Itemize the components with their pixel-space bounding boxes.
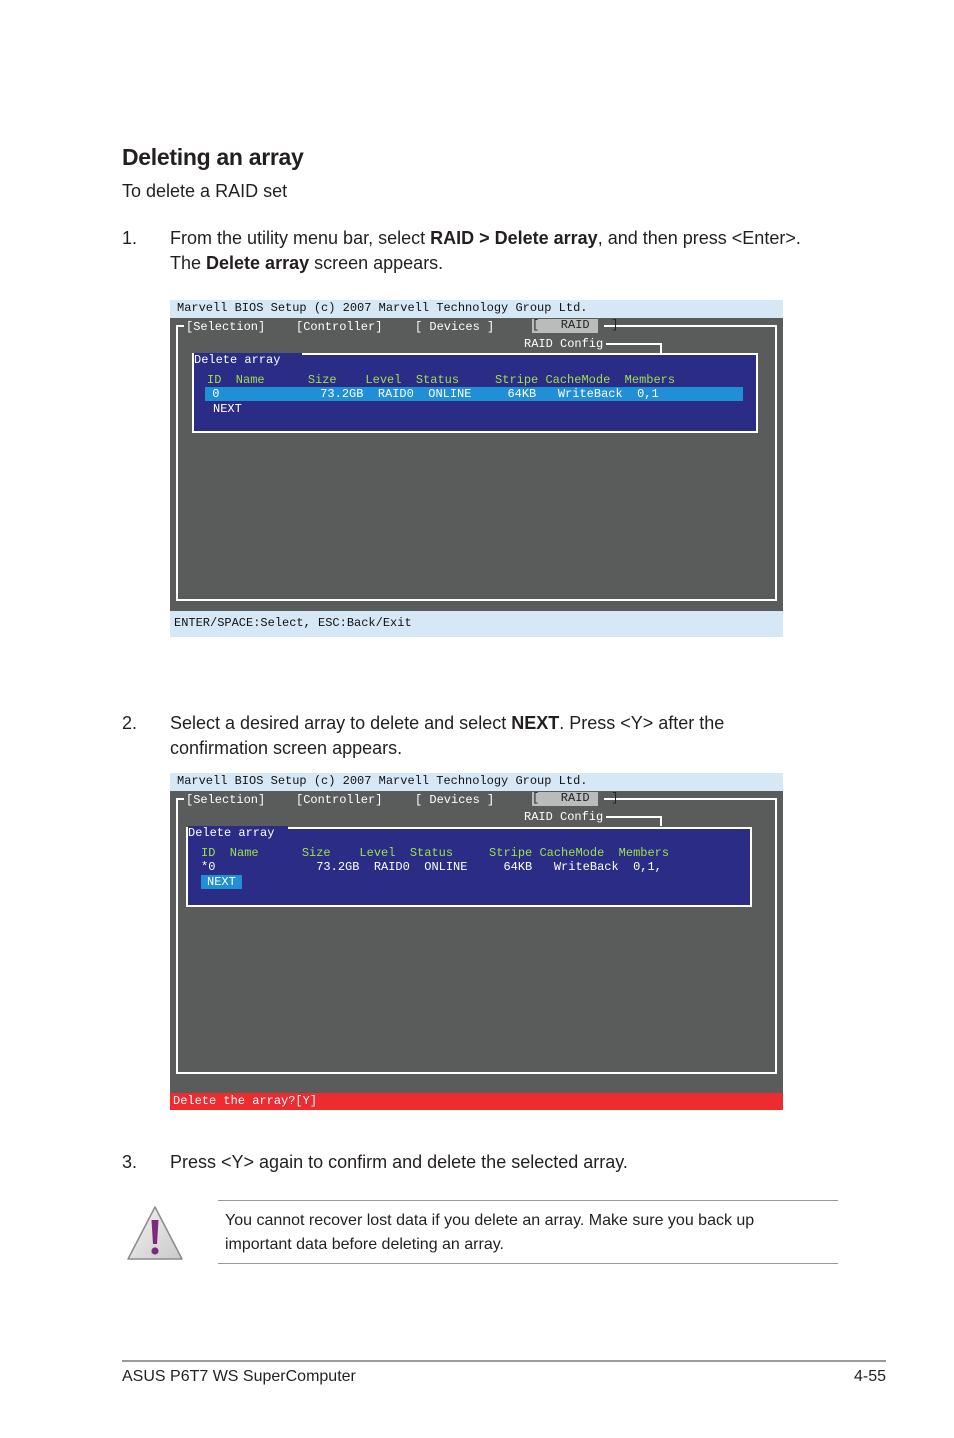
tab-raid[interactable]: [ RAID ] [532,318,619,332]
tab-controller[interactable]: [Controller] [296,320,383,334]
tab-controller[interactable]: [Controller] [296,793,383,807]
step-number: 3. [122,1152,138,1172]
menu-connector-line [660,343,662,353]
raid-config-item[interactable]: RAID Config [524,337,604,351]
column-headers: ID Name Size Level Status Stripe CacheMode Members [207,373,676,387]
bios-title-bar: Marvell BIOS Setup (c) 2007 Marvell Technology Group Ltd. [170,773,783,791]
intro-text: To delete a RAID set [122,181,288,201]
footer-rule [122,1360,886,1362]
raid-config-item[interactable]: RAID Config [524,810,604,824]
bios-screen-1 [170,300,783,637]
section-heading: Deleting an array [122,144,304,170]
step-text: Press <Y> again to confirm and delete the selected array. [170,1152,628,1172]
caution-text: You cannot recover lost data if you delete an array. Make sure you back up important data before deleting an array. [225,1212,755,1253]
tab-selection[interactable]: [Selection] [186,793,266,807]
step-text: Select a desired array to delete and select NEXT. Press <Y> after the confirmation screen appears. [170,713,725,758]
menu-connector-line [606,343,662,345]
tab-selection[interactable]: [Selection] [186,320,266,334]
bios-title-bar: Marvell BIOS Setup (c) 2007 Marvell Technology Group Ltd. [170,300,783,318]
next-button[interactable]: NEXT [201,875,242,889]
menu-connector-line [660,816,662,826]
bios-confirm-bar: Delete the array?[Y] [170,1093,783,1110]
menu-connector-line [606,816,662,818]
step-number: 2. [122,713,138,733]
bios-main-area [170,791,783,1093]
bios-screen-2 [170,773,783,1110]
column-headers: ID Name Size Level Status Stripe CacheMode Members [201,846,670,860]
array-row[interactable]: 0 73.2GB RAID0 ONLINE 64KB WriteBack 0,1 [205,387,743,401]
caution-rule-top [218,1200,838,1201]
footer-product: ASUS P6T7 WS SuperComputer [122,1368,356,1385]
next-button[interactable]: NEXT [213,402,242,416]
tab-devices[interactable]: [ Devices ] [415,793,495,807]
array-row[interactable]: *0 73.2GB RAID0 ONLINE 64KB WriteBack 0,1, [201,860,662,874]
warning-triangle-icon [126,1204,184,1262]
step-number: 1. [122,228,138,248]
step-text: From the utility menu bar, select RAID > Delete array, and then press <Enter>. The Delete array screen appears. [170,228,801,273]
panel-title: Delete array [188,826,288,840]
tab-devices[interactable]: [ Devices ] [415,320,495,334]
footer-page-number: 4-55 [853,1368,886,1385]
tab-raid[interactable]: [ RAID ] [532,791,619,805]
bios-main-area [170,318,783,611]
bios-status-bar: ENTER/SPACE:Select, ESC:Back/Exit [170,611,783,637]
caution-rule-bottom [218,1263,838,1264]
panel-title: Delete array [194,353,302,367]
